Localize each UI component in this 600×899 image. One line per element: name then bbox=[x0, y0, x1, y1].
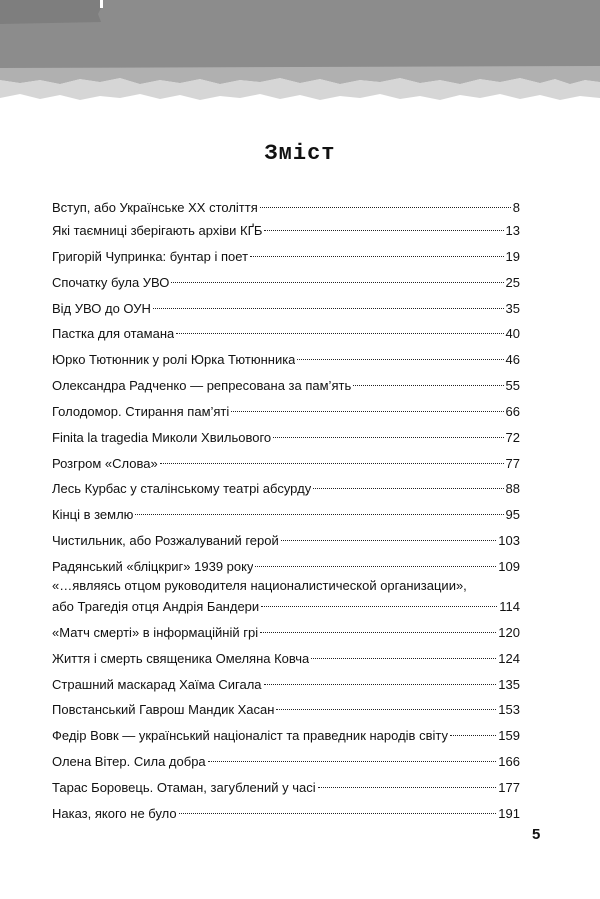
toc-entry-title: Повстанський Гаврош Мандик Хасан bbox=[52, 702, 275, 717]
toc-entry-title: Федір Вовк — український націоналіст та праведник народів світу bbox=[52, 728, 448, 743]
toc-entry-title: Лесь Курбас у сталінському театрі абсурду bbox=[52, 481, 312, 496]
toc-entry-page: 95 bbox=[505, 507, 520, 522]
toc-entry-title: Страшний маскарад Хаїма Сигала bbox=[52, 677, 262, 692]
toc-entry-title: Радянський «бліцкриг» 1939 року bbox=[52, 559, 254, 574]
toc-entry-title: Від УВО до ОУН bbox=[52, 301, 151, 316]
toc-entry[interactable] bbox=[52, 247, 520, 267]
toc-entry-page: 166 bbox=[498, 754, 520, 769]
dot-leader bbox=[313, 488, 503, 489]
toc-entry-title: Які таємниці зберігають архіви КҐБ bbox=[52, 223, 263, 238]
toc-entry-title: Пастка для отамана bbox=[52, 326, 175, 341]
dot-leader bbox=[276, 709, 496, 710]
toc-entry[interactable] bbox=[52, 221, 520, 241]
toc-entry-page: 103 bbox=[498, 533, 520, 548]
dot-leader bbox=[261, 606, 497, 607]
toc-entry[interactable] bbox=[52, 479, 520, 499]
toc-entry[interactable] bbox=[52, 597, 520, 617]
dot-leader bbox=[281, 540, 497, 541]
dot-leader bbox=[450, 735, 496, 736]
toc-entry[interactable] bbox=[52, 557, 520, 577]
toc-entry-page: 135 bbox=[498, 677, 520, 692]
toc-entry[interactable] bbox=[52, 531, 520, 551]
toc-entry-page: 114 bbox=[499, 599, 520, 614]
toc-entry[interactable] bbox=[52, 623, 520, 643]
toc-entry-title: Григорій Чупринка: бунтар і поет bbox=[52, 249, 249, 264]
toc-entry[interactable] bbox=[52, 778, 520, 798]
dot-leader bbox=[171, 282, 503, 283]
toc-entry[interactable] bbox=[52, 402, 520, 422]
dot-leader bbox=[260, 632, 496, 633]
toc-entry[interactable] bbox=[52, 649, 520, 669]
toc-entry-title: Олена Вітер. Сила добра bbox=[52, 754, 206, 769]
toc-entry[interactable] bbox=[52, 350, 520, 370]
toc-entry-page: 159 bbox=[498, 728, 520, 743]
dot-leader bbox=[311, 658, 496, 659]
toc-entry-page: 66 bbox=[505, 404, 520, 419]
toc-entry-title: Тарас Боровець. Отаман, загублений у часі bbox=[52, 780, 316, 795]
dot-leader bbox=[250, 256, 504, 257]
toc-entry[interactable] bbox=[52, 726, 520, 746]
toc-entry[interactable] bbox=[52, 428, 520, 448]
dot-leader bbox=[318, 787, 497, 788]
toc-entry-page: 40 bbox=[505, 326, 520, 341]
toc-entry-page: 88 bbox=[505, 481, 520, 496]
dot-leader bbox=[176, 333, 503, 334]
toc-entry-page: 191 bbox=[498, 806, 520, 821]
toc-entry[interactable] bbox=[52, 299, 520, 319]
dot-leader bbox=[231, 411, 503, 412]
toc-entry-title: Finita la tragedia Миколи Хвильового bbox=[52, 430, 272, 445]
toc-entry[interactable] bbox=[52, 454, 520, 474]
toc-entry[interactable] bbox=[52, 324, 520, 344]
page-number: 5 bbox=[532, 826, 541, 843]
dot-leader bbox=[179, 813, 497, 814]
toc-entry[interactable] bbox=[52, 376, 520, 396]
dot-leader bbox=[135, 514, 503, 515]
toc-entry-page: 8 bbox=[512, 200, 520, 215]
toc-entry[interactable] bbox=[52, 273, 520, 293]
toc-entry-page: 153 bbox=[498, 702, 520, 717]
toc-entry[interactable] bbox=[52, 675, 520, 695]
toc-entry-page: 177 bbox=[498, 780, 520, 795]
toc-entry-title: Вступ, або Українське XX століття bbox=[52, 200, 258, 215]
toc-entry-title: Олександра Радченко — репресована за пам’ять bbox=[52, 378, 352, 393]
toc-entry[interactable] bbox=[52, 752, 520, 772]
dot-leader bbox=[160, 463, 504, 464]
toc-entry-page: 77 bbox=[505, 456, 520, 471]
toc-entry-title: Розгром «Слова» bbox=[52, 456, 158, 471]
toc-entry-page: 72 bbox=[505, 430, 520, 445]
toc-entry-title: Життя і смерть священика Омеляна Ковча bbox=[52, 651, 310, 666]
toc-title: Зміст bbox=[264, 141, 336, 166]
dot-leader bbox=[264, 684, 497, 685]
toc-entry-title: Чистильник, або Розжалуваний герой bbox=[52, 533, 279, 548]
toc-entry-page: 35 bbox=[505, 301, 520, 316]
dot-leader bbox=[273, 437, 503, 438]
toc-entry[interactable] bbox=[52, 700, 520, 720]
dot-leader bbox=[264, 230, 503, 231]
dot-leader bbox=[353, 385, 503, 386]
toc-entry[interactable] bbox=[52, 804, 520, 824]
toc-entry[interactable] bbox=[52, 505, 520, 525]
toc-entry-page: 124 bbox=[498, 651, 520, 666]
toc-entry[interactable] bbox=[52, 198, 520, 218]
toc-entry-title: Наказ, якого не було bbox=[52, 806, 177, 821]
header-banner bbox=[0, 0, 600, 110]
dot-leader bbox=[260, 207, 511, 208]
toc-entry-page: 109 bbox=[498, 559, 520, 574]
toc-entry-title-line: «…являясь отцом руководителя националистической организации», bbox=[52, 578, 467, 593]
dot-leader bbox=[297, 359, 503, 360]
toc-entry-title: Юрко Тютюнник у ролі Юрка Тютюнника bbox=[52, 352, 296, 367]
toc-entry-title: або Трагедія отця Андрія Бандери bbox=[52, 599, 260, 614]
dot-leader bbox=[255, 566, 496, 567]
toc-entry-page: 46 bbox=[505, 352, 520, 367]
toc-entry-page: 25 bbox=[505, 275, 520, 290]
toc-entry-page: 13 bbox=[505, 223, 520, 238]
toc-entry-page: 55 bbox=[505, 378, 520, 393]
toc-entry-title: Кінці в землю bbox=[52, 507, 134, 522]
toc-entry-title: Спочатку була УВО bbox=[52, 275, 170, 290]
toc-entry-title: Голодомор. Стирання пам’яті bbox=[52, 404, 230, 419]
toc-entry-page: 120 bbox=[498, 625, 520, 640]
dot-leader bbox=[153, 308, 504, 309]
toc-entry-page: 19 bbox=[505, 249, 520, 264]
dot-leader bbox=[208, 761, 497, 762]
toc-entry-title: «Матч смерті» в інформаційній грі bbox=[52, 625, 259, 640]
